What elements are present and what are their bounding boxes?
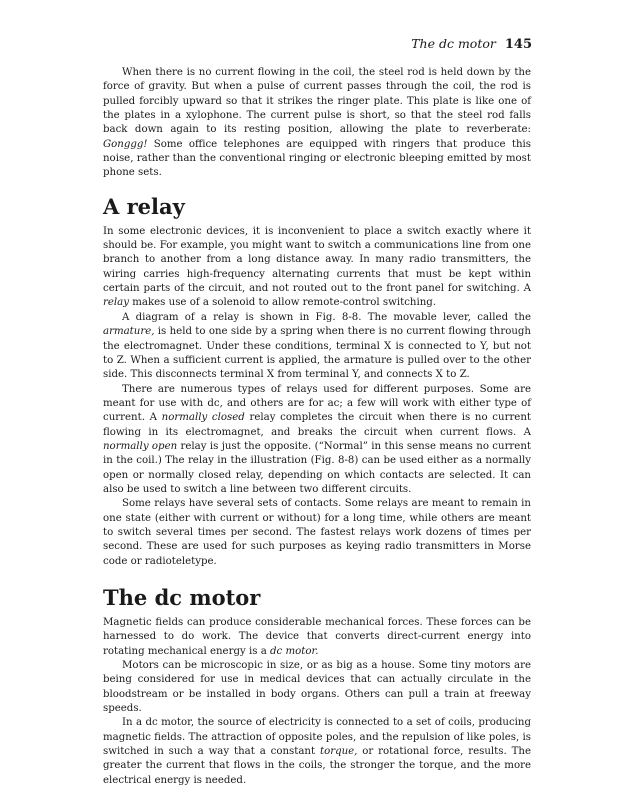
running-header — [411, 36, 532, 52]
relay-paragraph-4: Some relays have several sets of contacts. Some relays are meant to remain in one state (either with current or without) for a long time, while others are meant to switch several times per second. The fastest relays work dozens of times per second. These are used for such purposes as keying radio transmitters in Morse code or radioteletype. — [103, 498, 531, 567]
motor-paragraph-3: In a dc motor, the source of electricity is connected to a set of coils, producing magnetic fields. The attraction of opposite poles, and the repulsion of like poles, is switched in such a way that a constant torque, or rotational force, results. The greater the current that flows in the coils, the stronger the torque, and the more electrical energy is needed. — [103, 717, 531, 786]
relay-paragraph-2: A diagram of a relay is shown in Fig. 8-8. The movable lever, called the armature, is held to one side by a spring when there is no current flowing through the electromagnet. Under these conditions, terminal X is connected to Y, but not to Z. When a sufficient current is applied, the armature is pulled over to the other side. This disconnects terminal X from terminal Y, and connects X to Z. — [103, 311, 531, 381]
running-title: The dc motor — [411, 36, 496, 51]
section-heading-relay: A relay — [103, 193, 185, 219]
motor-paragraph-1: Magnetic fields can produce considerable mechanical forces. These forces can be harnessed to do work. The device that converts direct-current energy into rotating mechanical energy is a dc motor. — [103, 617, 531, 657]
section-heading-dc-motor: The dc motor — [103, 585, 261, 610]
relay-paragraph-1: In some electronic devices, it is inconvenient to place a switch exactly where it should be. For example, you might want to switch a communications line from one branch to another from a long distance away. In many radio transmitters, the wiring carries high-frequency alternating currents that must be kept within certain parts of the circuit, and not routed out to the front panel for switching. A relay makes use of a solenoid to allow remote-control switching. — [103, 225, 531, 309]
page-number: 145 — [504, 37, 532, 52]
intro-paragraph: When there is no current flowing in the coil, the steel rod is held down by the force of gravity. But when a pulse of current passes through the coil, the rod is pulled forcibly upward so that it strikes the ringer plate. This plate is like one of the plates in a xylophone. The current pulse is short, so that the steel rod falls back down again to its resting position, allowing the plate to reverberate: Gonggg! Some office telephones are equipped with ringers that produce this noise, rather than the conventional ringing or electronic bleeping emitted by most phone sets. — [103, 67, 531, 179]
motor-paragraph-2: Motors can be microscopic in size, or as big as a house. Some tiny motors are being considered for use in medical devices that can actually circulate in the bloodstream or be installed in body organs. Others can pull a train at freeway speeds. — [103, 660, 531, 715]
relay-paragraph-3: There are numerous types of relays used for different purposes. Some are meant for use with dc, and others are for ac; a few will work with either type of current. A normally closed relay completes the circuit when there is no current flowing in its electromagnet, and breaks the circuit when current flows. A normally open relay is just the opposite. (“Normal” in this sense means no current in the coil.) The relay in the illustration (Fig. 8-8) can be used either as a normally open or normally closed relay, depending on which contacts are selected. It can also be used to switch a line between two different circuits. — [103, 383, 531, 495]
page-body — [103, 66, 531, 788]
